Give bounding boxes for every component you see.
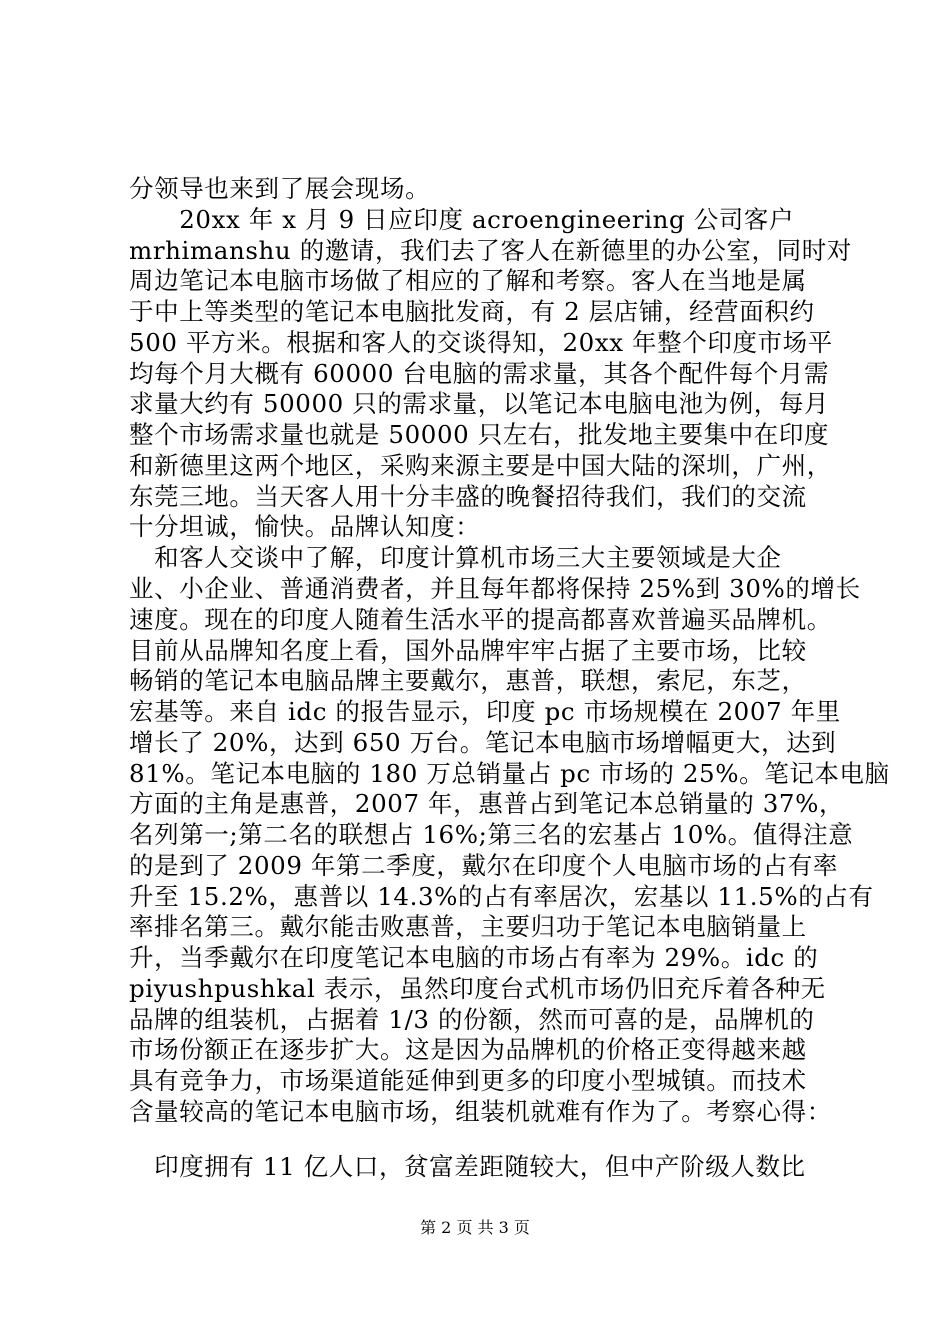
text-line: 求量大约有 50000 只的需求量，以笔记本电脑电池为例，每月 <box>129 389 830 419</box>
text-line: 品牌的组装机，占据着 1/3 的份额，然而可喜的是，品牌机的 <box>129 1004 815 1034</box>
text-line: 分领导也来到了展会现场。 <box>129 174 431 203</box>
text-line: 20xx 年 x 月 9 日应印度 acroengineering 公司客户 <box>129 204 795 234</box>
text-line: 于中上等类型的笔记本电脑批发商，有 2 层店铺，经营面积约 <box>129 297 815 327</box>
text-line: 和客人交谈中了解，印度计算机市场三大主要领域是大企 <box>129 543 782 573</box>
text-line: 含量较高的笔记本电脑市场，组装机就难有作为了。考察心得： <box>129 1097 832 1126</box>
text-line: 整个市场需求量也就是 50000 只左右，批发地主要集中在印度 <box>129 420 830 450</box>
text-line: 市场份额正在逐步扩大。这是因为品牌机的价格正变得越来越 <box>129 1035 807 1065</box>
text-line: 东莞三地。当天客人用十分丰盛的晚餐招待我们，我们的交流 <box>129 481 807 511</box>
text-line: piyushpushkal 表示，虽然印度台式机市场仍旧充斥着各种无 <box>129 973 826 1003</box>
page-footer: 第 2 页 共 3 页 <box>420 1218 530 1237</box>
text-line: 具有竞争力，市场渠道能延伸到更多的印度小型城镇。而技术 <box>129 1066 807 1096</box>
text-line: 目前从品牌知名度上看，国外品牌牢牢占据了主要市场，比较 <box>129 635 807 665</box>
text-line: 升至 15.2%，惠普以 14.3%的占有率居次，宏基以 11.5%的占有 <box>129 881 874 911</box>
text-line: 升，当季戴尔在印度笔记本电脑的市场占有率为 29%。idc 的 <box>129 943 819 973</box>
text-line: 均每个月大概有 60000 台电脑的需求量，其各个配件每个月需 <box>129 358 830 388</box>
text-line: 和新德里这两个地区，采购来源主要是中国大陆的深圳，广州， <box>129 450 832 480</box>
text-line: 率排名第三。戴尔能击败惠普，主要归功于笔记本电脑销量上 <box>129 912 807 942</box>
text-line: 的是到了 2009 年第二季度，戴尔在印度个人电脑市场的占有率 <box>129 850 839 880</box>
text-line: 业、小企业、普通消费者，并且每年都将保持 25%到 30%的增长 <box>129 573 861 603</box>
text-line: 十分坦诚，愉快。品牌认知度： <box>129 512 481 542</box>
text-line: 名列第一;第二名的联想占 16%;第三名的宏基占 10%。值得注意 <box>129 820 854 850</box>
text-line: 速度。现在的印度人随着生活水平的提高都喜欢普遍买品牌机。 <box>129 604 832 634</box>
text-line: 周边笔记本电脑市场做了相应的了解和考察。客人在当地是属 <box>129 266 807 296</box>
text-line: 500 平方米。根据和客人的交谈得知，20xx 年整个印度市场平 <box>129 327 833 357</box>
text-line: 宏基等。来自 idc 的报告显示，印度 pc 市场规模在 2007 年里 <box>129 697 841 727</box>
text-line: 81%。笔记本电脑的 180 万总销量占 pc 市场的 25%。笔记本电脑 <box>129 758 890 788</box>
paragraph-last-line: 印度拥有 11 亿人口，贫富差距随较大，但中产阶级人数比 <box>129 1152 806 1181</box>
text-line: 畅销的笔记本电脑品牌主要戴尔，惠普，联想，索尼，东芝， <box>129 666 807 696</box>
text-line: mrhimanshu 的邀请，我们去了客人在新德里的办公室，同时对 <box>129 235 852 265</box>
text-line: 增长了 20%，达到 650 万台。笔记本电脑市场增幅更大，达到 <box>129 727 837 757</box>
text-line: 方面的主角是惠普，2007 年，惠普占到笔记本总销量的 37%， <box>129 789 845 819</box>
